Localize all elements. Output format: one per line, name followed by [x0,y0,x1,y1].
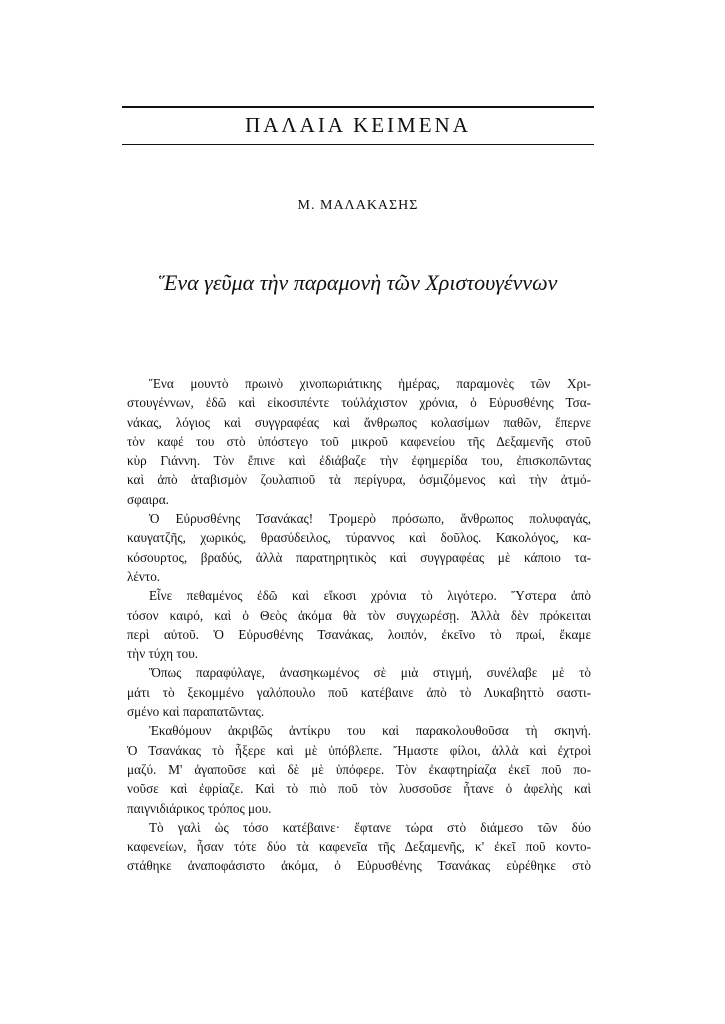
text-line: καυγατζῆς, χωρικός, θρασύδειλος, τύραννος καὶ δοῦλος. Κακολόγος, κα- [127,530,591,546]
text-line: καφενείων, ἦσαν τότε δύο τὰ καφενεῖα τῆς Δεξαμενῆς, κ' ἐκεῖ ποῦ κοντο- [127,839,591,855]
author-name: Μ. ΜΑΛΑΚΑΣΗΣ [297,198,419,213]
text-line: περὶ αὐτοῦ. Ὁ Εὐρυσθένης Τσανάκας, λοιπόν, ἐκεῖνο τὸ πρωί, ἔκαμε [127,626,591,642]
paragraph [127,663,591,721]
text-line: σμένο καὶ παραπατῶντας. [127,704,265,720]
text-line: Ἐκαθόμουν ἀκριβῶς ἀντίκρυ του καὶ παρακολουθοῦσα τὴ σκηνή. [149,723,591,739]
text-line: σφαιρα. [127,491,169,507]
paragraph [127,586,591,663]
text-line: τὸν καφέ του στὸ ὑπόστεγο τοῦ μικροῦ καφενείου τῆς Δεξαμενῆς στοῦ [127,433,591,449]
text-line: λέντο. [127,568,161,584]
text-line: Εἶνε πεθαμένος ἐδῶ καὶ εἴκοσι χρόνια τὸ λιγότερο. Ὕστερα ἀπὸ [149,588,591,604]
story-title: Ἕνα γεῦμα τὴν παραμονὴ τῶν Χριστουγέννων [158,270,558,295]
section-title: ΠΑΛΑΙΑ ΚΕΙΜΕΝΑ [245,113,471,137]
text-line: νοῦσε καὶ ἐφρίαζε. Καὶ τὸ πιὸ ποῦ τὸν λυσσοῦσε ἦτανε ὁ ἀφελὴς καὶ [127,781,591,797]
story-body [127,374,591,876]
text-line: στάθηκε ἀναποφάσιστο ἀκόμα, ὁ Εὐρυσθένης Τσανάκας εὑρέθηκε στὸ [127,858,591,874]
text-line: καὶ ἀπὸ ἀταβισμὸν ζουλαπιοῦ τὰ περίγυρα, ὀσμιζόμενος καὶ τὴν ἀτμό- [127,472,591,488]
text-line: κόσουρτος, βραδύς, ἀλλὰ παρατηρητικὸς καὶ συγγραφέας μὲ κάποιο τα- [127,549,591,565]
text-line: Ἕνα μουντὸ πρωινὸ χινοπωριάτικης ἡμέρας, παραμονὲς τῶν Χρι- [149,376,591,391]
text-line: τὴν τύχη του. [127,646,199,662]
paragraph [127,721,591,817]
text-line: Ὅπως παραφύλαγε, ἀνασηκωμένος σὲ μιὰ στιγμή, συνέλαβε μὲ τὸ [149,665,591,681]
text-line: Ὁ Εὐρυσθένης Τσανάκας! Τρομερὸ πρόσωπο, ἄνθρωπος πολυφαγάς, [149,511,591,527]
text-line: κὺρ Γιάννη. Τὸν ἔπινε καὶ ἐδιάβαζε τὴν ἐφημερίδα του, ἐπισκοπῶντας [127,453,591,469]
text-line: Τὸ γαλὶ ὡς τόσο κατέβαινε· ἔφτανε τώρα στὸ διάμεσο τῶν δύο [149,819,591,835]
text-line: παιγνιδιάρικος τρόπος μου. [127,800,272,816]
text-line: νάκας, λόγιος καὶ συγγραφέας καὶ ἄνθρωπος κολασίμων παθῶν, ἔπερνε [127,414,591,430]
text-line: μαζύ. Μ' ἀγαποῦσε καὶ δὲ μὲ ὑπόφερε. Τὸν ἐκαφτηρίαζα ἐκεῖ ποῦ πο- [127,761,591,777]
paragraph [127,509,591,586]
text-line: στουγέννων, ἐδῶ καὶ εἰκοσιπέντε τοὐλάχιστον χρόνια, ὁ Εὐρυσθένης Τσα- [127,395,591,411]
paragraph [127,374,591,509]
top-rule [122,106,594,108]
text-line: μάτι τὸ ξεκομμένο γαλόπουλο ποῦ κατέβαινε ἀπὸ τὸ Λυκαβηττὸ σαστι- [127,684,591,700]
text-line: τόσον καιρό, καὶ ὁ Θεὸς ἀκόμα θὰ τὸν συγχωρέσῃ. Ἀλλὰ δὲν πρόκειται [127,607,591,623]
bottom-rule [122,144,594,145]
paragraph [127,818,591,876]
text-line: Ὁ Τσανάκας τὸ ἦξερε καὶ μὲ ὑπόβλεπε. Ἤμαστε φίλοι, ἀλλὰ καὶ ἐχτροὶ [127,742,591,758]
